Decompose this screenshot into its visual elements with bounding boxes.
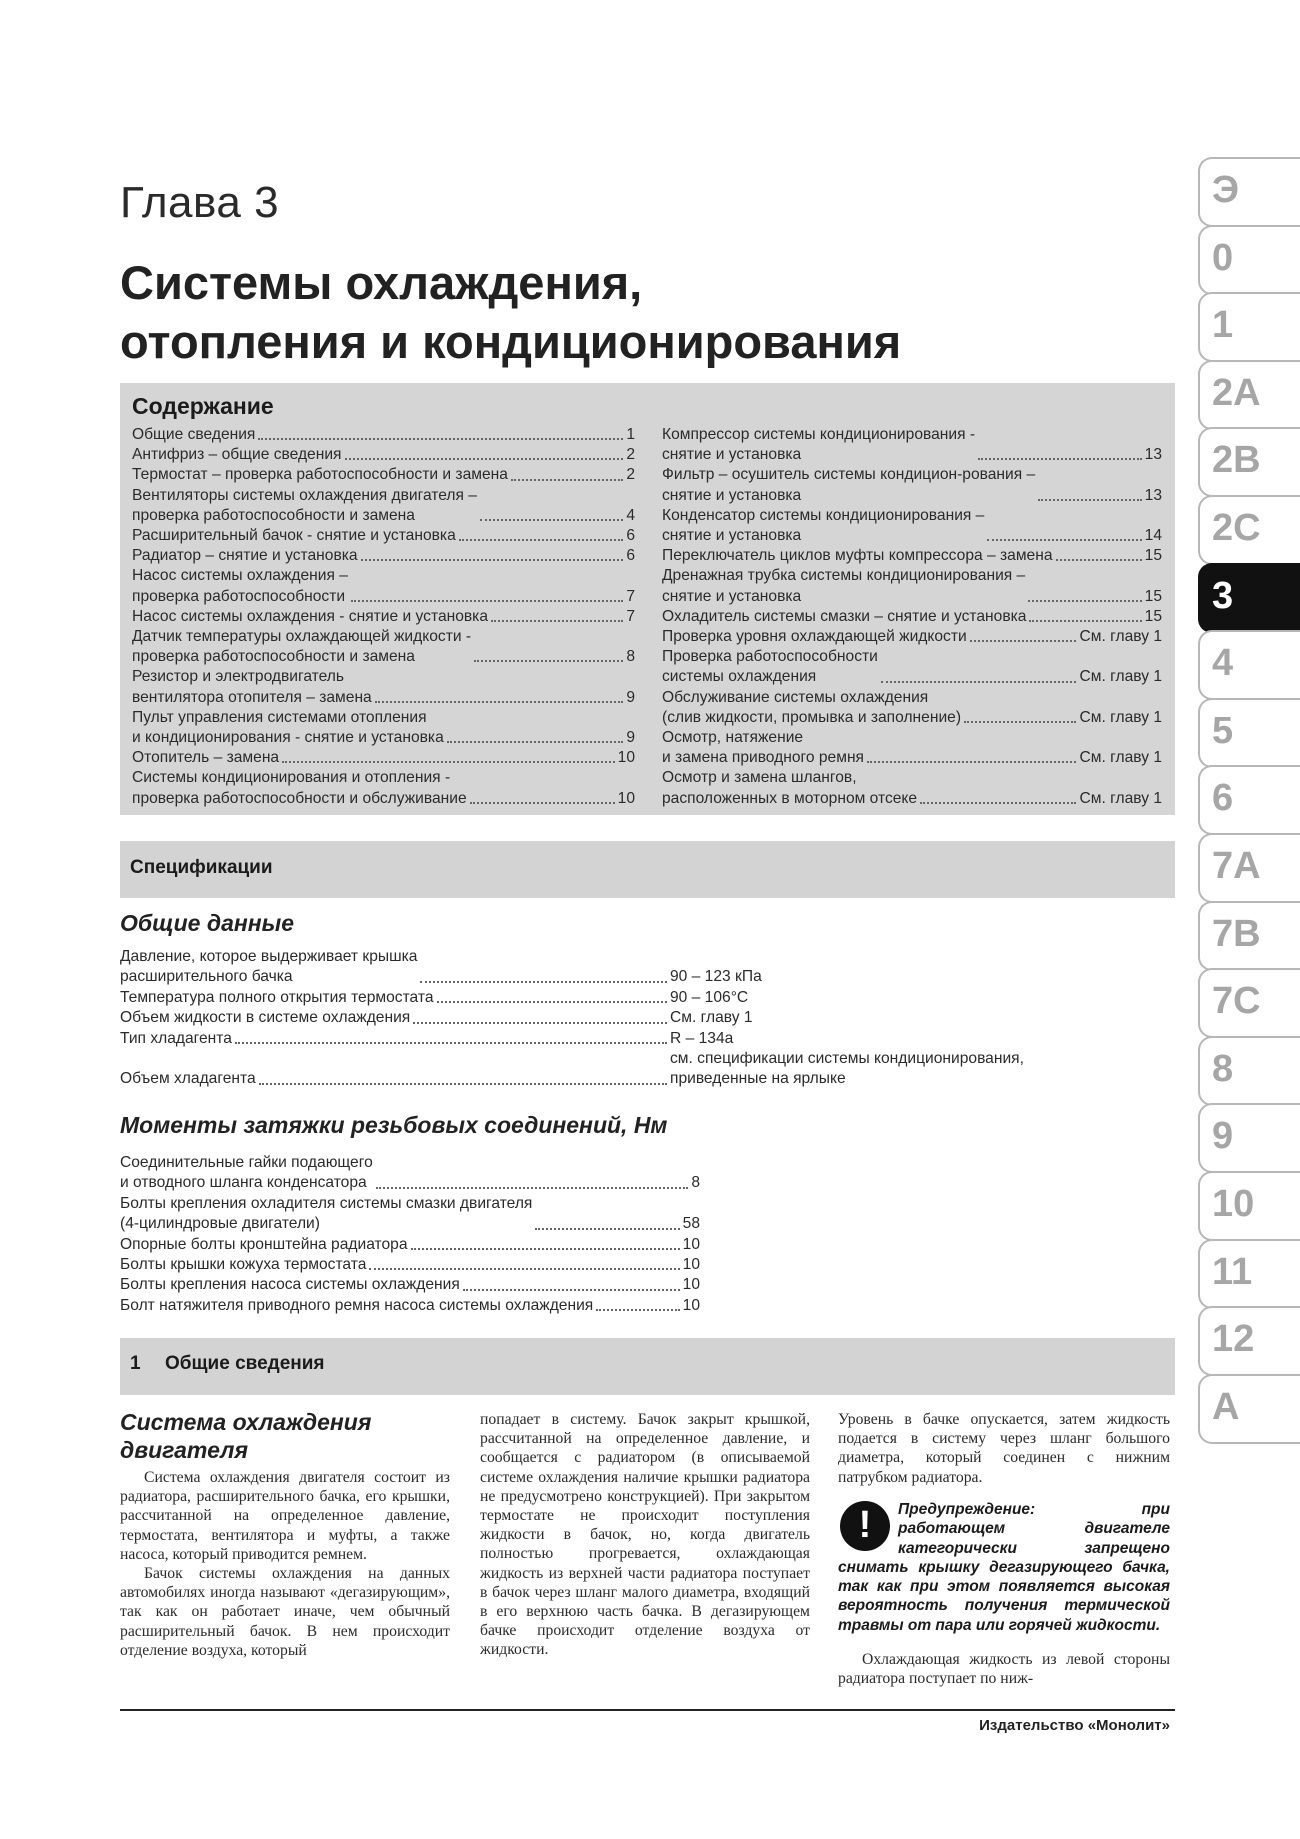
torque-label: Болт натяжителя приводного ремня насоса системы охлаждения bbox=[120, 1296, 594, 1314]
contents-entry-page: 8 bbox=[626, 648, 635, 666]
general-value: 90 – 106°С bbox=[670, 988, 749, 1006]
col1-paragraph-1: Система охлаждения двигателя состоит из радиатора, расширительного бачка, его крышки, рассчитанной на определенное давление, термостата, вентилятора и муфты, а также насоса, который приводится ремнем. bbox=[120, 1469, 450, 1563]
contents-entry-title: Системы кондиционирования и отопления - проверка работоспособности и обслуживание bbox=[132, 769, 467, 807]
contents-entry-title: Радиатор – снятие и установка bbox=[132, 547, 358, 565]
chapter-tab[interactable] bbox=[1198, 427, 1300, 497]
dot-leader bbox=[470, 802, 615, 804]
contents-entry[interactable] bbox=[132, 486, 635, 526]
contents-entry-page: 7 bbox=[626, 607, 635, 625]
general-label: Тип хладагента bbox=[120, 1029, 232, 1047]
contents-entry[interactable] bbox=[662, 546, 1162, 566]
chapter-title-line-2: отопления и кондиционирования bbox=[120, 315, 902, 368]
dot-leader bbox=[1029, 620, 1141, 622]
chapter-tab[interactable] bbox=[1198, 1239, 1300, 1309]
general-data-heading: Общие данные bbox=[120, 910, 295, 936]
contents-entry[interactable] bbox=[662, 566, 1162, 606]
dot-leader bbox=[413, 1022, 667, 1024]
chapter-tab[interactable] bbox=[1198, 1103, 1300, 1173]
contents-entry[interactable] bbox=[132, 425, 635, 445]
chapter-tab[interactable] bbox=[1198, 225, 1300, 295]
contents-entry-title: Насос системы охлаждения - снятие и установка bbox=[132, 607, 489, 625]
contents-entry-title: Конденсатор системы кондиционирования – снятие и установка bbox=[662, 506, 985, 545]
contents-entry-page: 14 bbox=[1144, 527, 1162, 545]
torque-value: 8 bbox=[691, 1174, 700, 1192]
general-value: 90 – 123 кПа bbox=[670, 968, 762, 986]
contents-entry[interactable] bbox=[132, 465, 635, 485]
dot-leader bbox=[447, 741, 624, 743]
contents-entry-page: 10 bbox=[617, 789, 635, 807]
contents-right-column bbox=[662, 425, 1162, 809]
contents-entry[interactable] bbox=[662, 688, 1162, 728]
dot-leader bbox=[411, 1248, 680, 1250]
contents-entry[interactable] bbox=[662, 647, 1162, 687]
dot-leader bbox=[920, 802, 1076, 804]
contents-entry-title: Фильтр – осушитель системы кондицион-рования – снятие и установка bbox=[662, 466, 1036, 504]
contents-entry-title: Насос системы охлаждения – проверка работоспособности bbox=[132, 567, 348, 605]
contents-entry-page: 15 bbox=[1144, 587, 1162, 605]
torque-row bbox=[120, 1194, 700, 1235]
chapter-tab-label: 7B bbox=[1212, 912, 1261, 955]
contents-entry-title: Охладитель системы смазки – снятие и установка bbox=[662, 607, 1027, 625]
contents-entry[interactable] bbox=[132, 748, 635, 768]
general-row bbox=[120, 1049, 1070, 1090]
torque-list bbox=[120, 1153, 700, 1316]
chapter-tab[interactable] bbox=[1198, 698, 1300, 768]
dot-leader bbox=[474, 660, 623, 662]
dot-leader bbox=[345, 458, 624, 460]
chapter-tab[interactable] bbox=[1198, 630, 1300, 700]
contents-left-column bbox=[132, 425, 635, 809]
chapter-tab-label: 3 bbox=[1212, 574, 1234, 617]
torque-value: 10 bbox=[682, 1296, 700, 1314]
col1-paragraph-2: Бачок системы охлаждения на данных автомобилях иногда называют «дегазирующим», так как он работает иначе, чем обычный расширительный бачок. В нем происходит отделение воздуха, который bbox=[120, 1565, 450, 1659]
body-column-2 bbox=[480, 1410, 810, 1660]
contents-entry-page: 9 bbox=[626, 688, 635, 706]
dot-leader bbox=[282, 761, 615, 763]
general-value: См. главу 1 bbox=[670, 1009, 753, 1027]
torque-value: 58 bbox=[682, 1215, 700, 1233]
chapter-tab-label: 2C bbox=[1212, 507, 1261, 549]
chapter-tab-label: 7A bbox=[1212, 845, 1261, 887]
chapter-tab[interactable] bbox=[1198, 1306, 1300, 1376]
dot-leader bbox=[361, 559, 624, 561]
col3-paragraph-1: Уровень в бачке опускается, затем жидкость подается в систему через шланг большого диаметра, который соединен с нижним патрубком радиатора. bbox=[838, 1411, 1170, 1486]
contents-box bbox=[120, 383, 1175, 815]
contents-entry-page: 9 bbox=[626, 729, 635, 747]
contents-entry[interactable] bbox=[132, 566, 635, 606]
torque-label: Соединительные гайки подающего и отводного шланга конденсатора bbox=[120, 1154, 373, 1192]
dot-leader bbox=[369, 1268, 679, 1270]
contents-entry-title: Осмотр, натяжение и замена приводного ремня bbox=[662, 729, 864, 767]
chapter-tab-label: 1 bbox=[1212, 304, 1234, 347]
chapter-tab[interactable] bbox=[1198, 1171, 1300, 1241]
chapter-tab-label: 10 bbox=[1212, 1183, 1255, 1225]
warning-text: Предупреждение: при работающем двигателе категорически запрещено снимать крышку дегазирующего бачка, так как при этом появляется высокая вероятность получения термической травмы от пара или горячей жидкости. bbox=[838, 1501, 1170, 1634]
body-column-3-continued bbox=[838, 1650, 1170, 1688]
torque-row bbox=[120, 1255, 700, 1275]
contents-entry[interactable] bbox=[662, 768, 1162, 808]
chapter-tab[interactable] bbox=[1198, 157, 1300, 227]
chapter-tab-label: 2B bbox=[1212, 439, 1261, 482]
contents-entry-title: Обслуживание системы охлаждения (слив жидкости, промывка и заполнение) bbox=[662, 688, 962, 726]
dot-leader bbox=[978, 458, 1142, 460]
contents-entry-page: См. главу 1 bbox=[1079, 749, 1162, 767]
contents-entry-page: 2 bbox=[626, 466, 635, 484]
general-label: Температура полного открытия термостата bbox=[120, 988, 434, 1006]
contents-entry[interactable] bbox=[662, 627, 1162, 647]
torque-value: 10 bbox=[682, 1276, 700, 1294]
general-label: Объем жидкости в системе охлаждения bbox=[120, 1009, 411, 1027]
contents-entry[interactable] bbox=[132, 546, 635, 566]
dot-leader bbox=[480, 519, 623, 521]
dot-leader bbox=[463, 1289, 680, 1291]
dot-leader bbox=[867, 761, 1076, 763]
col2-paragraph-1: попадает в систему. Бачок закрыт крышкой, рассчитанной на определенное давление, и сообщается с радиатором (в описываемой системе охлаждения наличие крышки радиатора не предусмотрено конструкцией). При закрытом термостате не происходит поступления жидкости в бачок, но, когда двигатель полностью прогревается, охлаждающая жидкость из верхней части радиатора поступает в бачок через шланг малого диаметра, входящий в его верхнюю часть бачка. В дегазирующем бачке происходит отделение воздуха от жидкости. bbox=[480, 1411, 810, 1659]
contents-entry-title: Переключатель циклов муфты компрессора – замена bbox=[662, 547, 1053, 565]
general-row bbox=[120, 1008, 1070, 1028]
specifications-heading: Спецификации bbox=[130, 857, 273, 878]
contents-entry-page: 7 bbox=[626, 587, 635, 605]
chapter-tab[interactable] bbox=[1198, 968, 1300, 1038]
chapter-tab-label: 8 bbox=[1212, 1047, 1234, 1090]
contents-entry-page: См. главу 1 bbox=[1079, 628, 1162, 646]
contents-entry-page: См. главу 1 bbox=[1079, 708, 1162, 726]
dot-leader bbox=[437, 1001, 667, 1003]
chapter-tab-label: A bbox=[1212, 1385, 1240, 1428]
general-value: см. спецификации системы кондиционирования, приведенные на ярлыке bbox=[670, 1050, 1024, 1088]
contents-entry-page: 6 bbox=[626, 547, 635, 565]
contents-entry-title: Дренажная трубка системы кондиционирования – снятие и установка bbox=[662, 567, 1026, 605]
contents-entry-page: 2 bbox=[626, 446, 635, 464]
torque-label: Болты крышки кожуха термостата bbox=[120, 1256, 367, 1274]
contents-entry-page: 10 bbox=[617, 749, 635, 767]
dot-leader bbox=[987, 539, 1141, 541]
chapter-tab[interactable] bbox=[1198, 292, 1300, 362]
chapter-label: Глава 3 bbox=[120, 178, 280, 227]
chapter-tab[interactable] bbox=[1198, 360, 1300, 430]
dot-leader bbox=[535, 1228, 679, 1230]
contents-entry-page: См. главу 1 bbox=[1079, 668, 1162, 686]
contents-heading: Содержание bbox=[132, 393, 274, 419]
contents-entry-page: 4 bbox=[626, 506, 635, 524]
contents-entry-page: 13 bbox=[1144, 486, 1162, 504]
chapter-tab-label: 0 bbox=[1212, 236, 1234, 279]
contents-entry[interactable] bbox=[132, 607, 635, 627]
contents-entry-title: Проверка уровня охлаждающей жидкости bbox=[662, 628, 967, 646]
chapter-tab-label: 12 bbox=[1212, 1318, 1255, 1361]
general-row bbox=[120, 1029, 1070, 1049]
contents-entry[interactable] bbox=[132, 768, 635, 808]
chapter-tab[interactable] bbox=[1198, 901, 1300, 971]
chapter-title bbox=[120, 253, 901, 371]
contents-entry-title: Вентиляторы системы охлаждения двигателя – проверка работоспособности и замена bbox=[132, 486, 477, 524]
dot-leader bbox=[491, 620, 623, 622]
contents-entry-title: Проверка работоспособности системы охлаждения bbox=[662, 648, 878, 686]
contents-entry-title: Осмотр и замена шлангов, расположенных в моторном отсеке bbox=[662, 769, 918, 807]
dot-leader bbox=[375, 701, 624, 703]
dot-leader bbox=[235, 1042, 667, 1044]
chapter-tab[interactable] bbox=[1198, 833, 1300, 903]
contents-entry[interactable] bbox=[662, 425, 1162, 465]
dot-leader bbox=[351, 600, 623, 602]
dot-leader bbox=[376, 1187, 689, 1189]
general-row bbox=[120, 988, 1070, 1008]
contents-entry[interactable] bbox=[662, 465, 1162, 505]
publisher-footer: Издательство «Монолит» bbox=[979, 1717, 1170, 1734]
contents-entry-title: Термостат – проверка работоспособности и замена bbox=[132, 466, 508, 484]
dot-leader bbox=[970, 640, 1077, 642]
chapter-tab[interactable] bbox=[1198, 1036, 1300, 1106]
general-data-list bbox=[120, 947, 1070, 1090]
torque-row bbox=[120, 1296, 700, 1316]
chapter-title-line-1: Системы охлаждения, bbox=[120, 256, 643, 309]
contents-entry-page: 13 bbox=[1144, 446, 1162, 464]
contents-entry[interactable] bbox=[662, 506, 1162, 546]
contents-entry-title: Антифриз – общие сведения bbox=[132, 446, 342, 464]
chapter-tab[interactable] bbox=[1198, 563, 1300, 633]
chapter-tab[interactable] bbox=[1198, 765, 1300, 835]
chapter-tab-label: 4 bbox=[1212, 642, 1234, 685]
dot-leader bbox=[258, 438, 623, 440]
torque-value: 10 bbox=[682, 1235, 700, 1253]
contents-entry[interactable] bbox=[132, 627, 635, 667]
chapter-tab-label: Э bbox=[1212, 169, 1240, 211]
contents-entry-page: 1 bbox=[626, 426, 635, 443]
general-value: R – 134a bbox=[670, 1029, 734, 1047]
torque-value: 10 bbox=[682, 1256, 700, 1274]
torque-label: Болты крепления охладителя системы смазки двигателя (4-цилиндровые двигатели) bbox=[120, 1194, 533, 1233]
body-column-1 bbox=[120, 1468, 450, 1660]
dot-leader bbox=[511, 479, 623, 481]
section-1-title: Общие сведения bbox=[165, 1353, 325, 1374]
contents-entry[interactable] bbox=[132, 667, 635, 707]
section-1-number: 1 bbox=[130, 1353, 141, 1374]
torque-row bbox=[120, 1275, 700, 1295]
dot-leader bbox=[1038, 499, 1141, 501]
contents-entry[interactable] bbox=[132, 526, 635, 546]
chapter-tab-label: 7C bbox=[1212, 980, 1261, 1023]
contents-entry-title: Отопитель – замена bbox=[132, 749, 280, 767]
contents-entry-title: Общие сведения bbox=[132, 426, 256, 443]
dot-leader bbox=[259, 1083, 667, 1085]
footer-rule bbox=[120, 1709, 1175, 1711]
torque-label: Опорные болты кронштейна радиатора bbox=[120, 1235, 408, 1253]
chapter-tab-label: 2A bbox=[1212, 371, 1261, 414]
specifications-bar bbox=[120, 841, 1175, 898]
torque-row bbox=[120, 1235, 700, 1255]
contents-entry[interactable] bbox=[662, 728, 1162, 768]
contents-entry-title: Пульт управления системами отопления и кондиционирования - снятие и установка bbox=[132, 708, 444, 747]
contents-entry-page: См. главу 1 bbox=[1079, 789, 1162, 807]
torque-label: Болты крепления насоса системы охлаждения bbox=[120, 1276, 460, 1294]
chapter-tab-label: 6 bbox=[1212, 777, 1234, 820]
warning-note bbox=[838, 1500, 1170, 1635]
contents-entry-title: Компрессор системы кондиционирования - снятие и установка bbox=[662, 426, 976, 464]
body-column-3 bbox=[838, 1410, 1170, 1487]
contents-entry-page: 6 bbox=[626, 527, 635, 545]
dot-leader bbox=[1028, 600, 1141, 602]
contents-entry[interactable] bbox=[132, 445, 635, 465]
chapter-tab[interactable] bbox=[1198, 1374, 1300, 1444]
chapter-tab-label: 11 bbox=[1212, 1250, 1253, 1293]
chapter-tab-label: 9 bbox=[1212, 1115, 1234, 1158]
contents-entry-page: 15 bbox=[1144, 547, 1162, 565]
dot-leader bbox=[881, 681, 1077, 683]
dot-leader bbox=[459, 539, 624, 541]
contents-entry[interactable] bbox=[662, 607, 1162, 627]
contents-entry-title: Резистор и электродвигатель вентилятора отопителя – замена bbox=[132, 668, 372, 706]
general-label: Объем хладагента bbox=[120, 1070, 256, 1088]
contents-entry-page: 15 bbox=[1144, 607, 1162, 625]
contents-entry[interactable] bbox=[132, 708, 635, 748]
cooling-system-heading: Система охлаждения двигателя bbox=[120, 1409, 372, 1463]
dot-leader bbox=[420, 981, 667, 983]
contents-entry-title: Расширительный бачок - снятие и установка bbox=[132, 527, 456, 545]
section-1-bar bbox=[120, 1338, 1175, 1395]
dot-leader bbox=[596, 1309, 679, 1311]
dot-leader bbox=[964, 721, 1076, 723]
general-row bbox=[120, 947, 1070, 988]
chapter-tab[interactable] bbox=[1198, 495, 1300, 565]
col3-paragraph-2: Охлаждающая жидкость из левой стороны радиатора поступает по ниж- bbox=[838, 1651, 1170, 1688]
dot-leader bbox=[1056, 559, 1142, 561]
torque-row bbox=[120, 1153, 700, 1194]
exclamation-icon: ! bbox=[840, 1501, 890, 1551]
general-label: Давление, которое выдерживает крышка расширительного бачка bbox=[120, 948, 418, 986]
torque-heading: Моменты затяжки резьбовых соединений, Нм bbox=[120, 1112, 668, 1138]
contents-entry-title: Датчик температуры охлаждающей жидкости - проверка работоспособности и замена bbox=[132, 628, 472, 666]
chapter-tab-label: 5 bbox=[1212, 709, 1234, 752]
